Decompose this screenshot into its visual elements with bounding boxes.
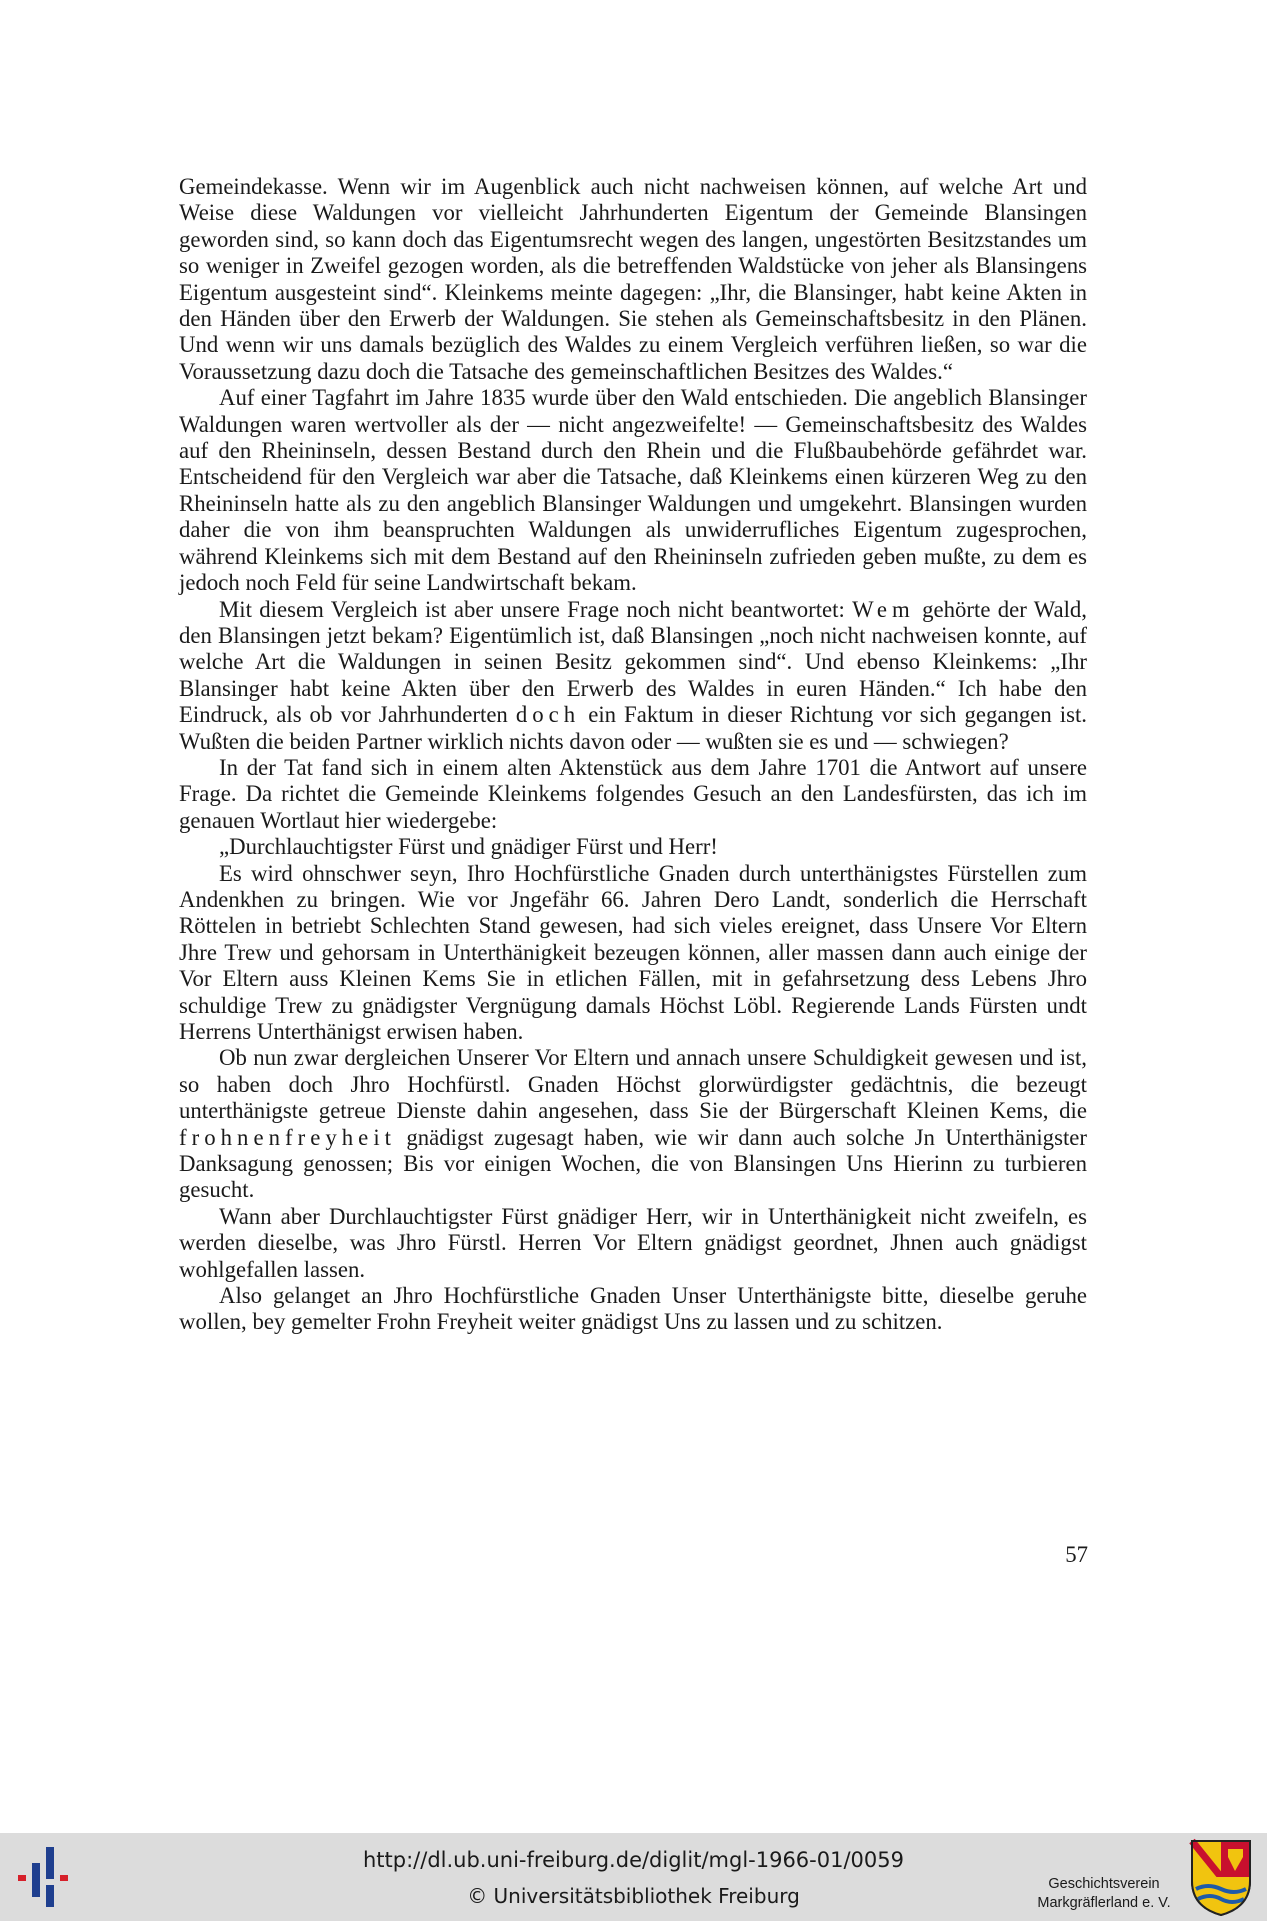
paragraph-text: Wann aber Durchlauchtigster Fürst gnädiger Herr, wir in Unterthänigkeit nicht zweifeln, es werden dieselbe, was Jhro Fürstl. Herren Vor Eltern gnädigst geordnet, Jhnen auch gnädigst wohlgefallen lassen. [179,1203,1087,1282]
page-number: 57 [1065,1542,1088,1567]
footer-bar [0,1833,1267,1921]
paragraph-text: Also gelanget an Jhro Hochfürstliche Gnaden Unser Unterthänigste bitte, dieselbe geruhe wollen, bey gemelter Frohn Freyheit weiter gnädigst Uns zu lassen und zu schitzen. [179,1283,1087,1335]
paragraph-text: Mit diesem Vergleich ist aber unsere Frage noch nicht beantwortet: [219,596,853,622]
paragraph-text: „Durchlauchtigster Fürst und gnädiger Fürst und Herr! [219,834,718,860]
paragraph-text: ein Faktum in dieser Richtung vor sich gegangen ist. Wußten die beiden Partner wirklich nichts davon oder — wußten sie es und — schwiegen? [179,702,1088,754]
paragraph-text: gnädigst zugesagt haben, wie wir dann auch solche Jn Unterthänigster Danksagung genossen; Bis vor einigen Wochen, die von Blansingen Uns Hierinn zu turbieren gesucht. [179,1124,1087,1203]
document-body [179,174,1087,1336]
spaced-emphasis-text: doch [515,702,581,728]
society-name-line2: Markgräflerland e. V. [1037,1895,1171,1911]
paragraph-text: Auf einer Tagfahrt im Jahre 1835 wurde über den Wald entschieden. Die angeblich Blansinger Waldungen waren wertvoller als der — nicht angezweifelte! — Gemeinschaftsbesitz des Waldes auf den Rheininseln, dessen Bestand durch den Rhein und die Flußbaubehörde gefährdet war. Entscheidend für den Vergleich war aber die Tatsache, daß Kleinkems einen kürzeren Weg zu den Rheininseln hatte als zu den angeblich Blansinger Waldungen und umgekehrt. Blansingen wurden daher die von ihm beanspruchten Waldungen als unwiderrufliches Eigentum zugesprochen, während Kleinkems sich mit dem Bestand auf den Rheininseln zufrieden geben mußte, zu dem es jedoch noch Feld für seine Landwirtschaft bekam. [179,385,1087,596]
paragraph-text: Ob nun zwar dergleichen Unserer Vor Eltern und annach unsere Schuldigkeit gewesen und ist, so haben doch Jhro Hochfürstl. Gnaden Höchst glorwürdigster gedächtnis, die bezeugt unterthänigste getreue Dienste dahin angesehen, dass Sie der Bürgerschaft Kleinen Kems, die [179,1045,1087,1124]
spaced-emphasis-text: frohnenfreyheit [179,1124,397,1150]
society-name-line1: Geschichtsverein [1048,1876,1160,1892]
paragraph-text: Es wird ohnschwer seyn, Ihro Hochfürstliche Gnaden durch unterthänigstes Fürstellen zum Andenkhen zu bringen. Wie vor Jngefähr 66. Jahren Dero Landt, sonderlich die Herrschaft Röttelen in betriebt Schlechten Stand gewesen, had sich vieles ereignet, dass Unsere Vor Eltern Jhre Trew und gehorsam in Unterthänigkeit bezeugen können, aller massen dann auch einige der Vor Eltern auss Kleinen Kems Sie in etlichen Fällen, mit in gefahrsetzung dess Lebens Jhro schuldige Trew zu gnädigster Vergnügung damals Höchst Löbl. Regierende Lands Fürsten undt Herrens Unterthänigst erwisen haben. [179,860,1087,1044]
footer-copyright: © Universitätsbibliothek Freiburg [467,1884,800,1908]
paragraph-text: gehörte der Wald, den Blansingen jetzt bekam? Eigentümlich ist, daß Blansingen „noch nicht nachweisen konnte, auf welche Art die Waldungen in seinen Besitz gekommen sind“. Und ebenso Kleinkems: „Ihr Blansinger habt keine Akten über den Erwerb des Waldes in euren Händen.“ Ich habe den Eindruck, als ob vor Jahrhunderten [179,596,1087,728]
paragraph [179,1045,1087,1203]
paragraph-text: In der Tat fand sich in einem alten Aktenstück aus dem Jahre 1701 die Antwort auf unsere Frage. Da richtet die Gemeinde Kleinkems folgendes Gesuch an den Landesfürsten, das ich im genauen Wortlaut hier wiedergebe: [179,754,1087,833]
society-name [1018,1875,1190,1913]
paragraph-text: Gemeindekasse. Wenn wir im Augenblick auch nicht nachweisen können, auf welche Art und Weise diese Waldungen vor vielleicht Jahrhunderten Eigentum der Gemeinde Blansingen geworden sind, so kann doch das Eigentumsrecht wegen des langen, ungestörten Besitzstandes um so weniger in Zweifel gezogen worden, als die betreffenden Waldstücke von jeher als Blansingens Eigentum ausgesteint sind“. Kleinkems meinte dagegen: „Ihr, die Blansinger, habt keine Akten in den Händen über den Erwerb der Waldungen. Sie stehen als Gemeinschaftsbesitz in den Plänen. Und wenn wir uns damals bezüglich des Waldes zu einem Vergleich verführen ließen, so war die Voraussetzung dazu doch die Tatsache des gemeinschaftlichen Besitzes des Waldes.“ [179,174,1087,384]
paragraph [179,861,1087,1046]
paragraph [179,834,1087,860]
paragraph [179,597,1087,755]
spaced-emphasis-text: Wem [852,596,915,622]
paragraph [179,1204,1087,1283]
paragraph [179,1283,1087,1336]
footer-url-link[interactable]: http://dl.ub.uni-freiburg.de/diglit/mgl-1966-01/0059 [362,1848,904,1872]
coat-of-arms-icon [1188,1837,1254,1917]
paragraph [179,755,1087,834]
paragraph [179,174,1087,385]
paragraph [179,385,1087,596]
